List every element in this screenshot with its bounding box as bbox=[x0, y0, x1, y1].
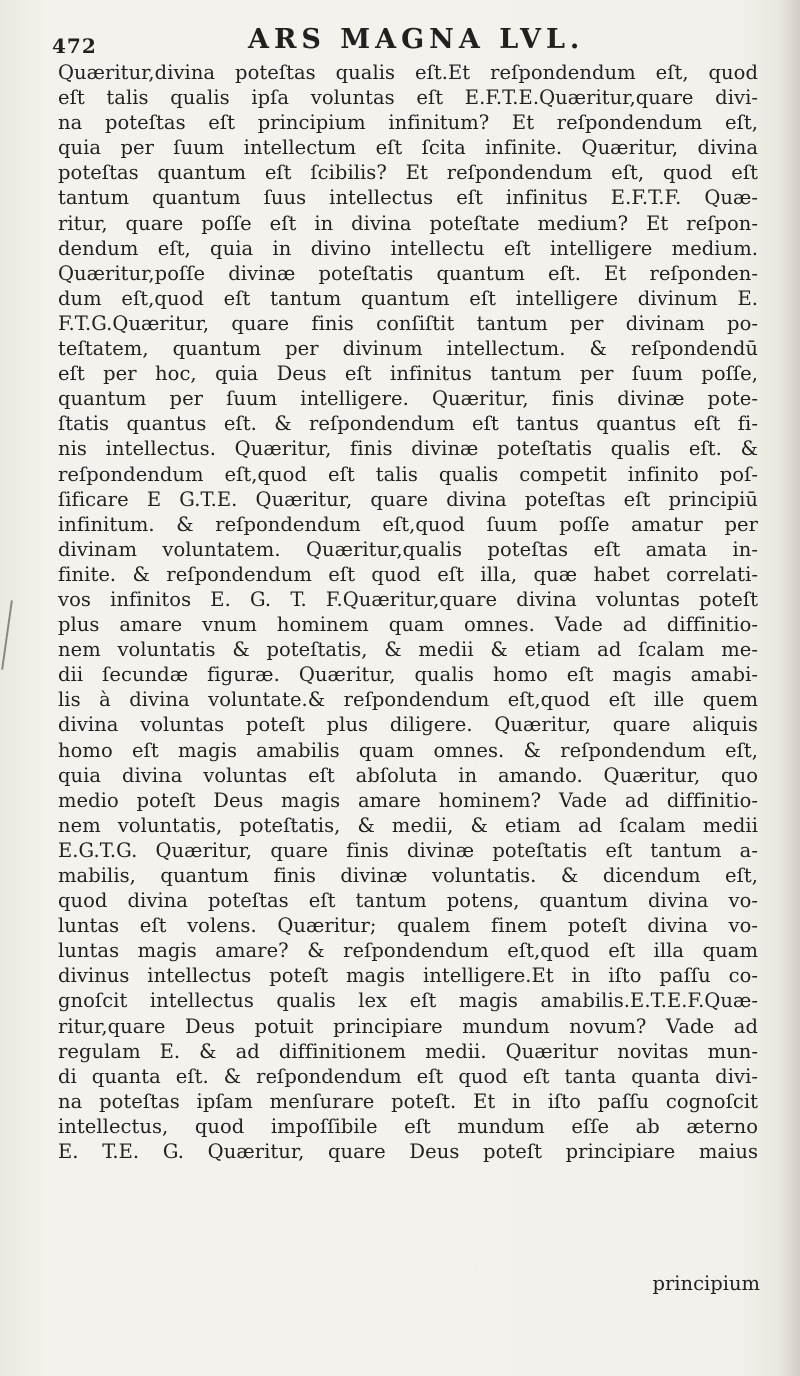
text-line: ſtatis quantus eſt. & reſpondendum eſt tantus quantus eſt fi- bbox=[58, 412, 758, 436]
text-line: Quæritur,poſſe divinæ poteſtatis quantum eſt. Et reſponden- bbox=[58, 261, 758, 285]
text-line: luntas magis amare? & reſpondendum eſt,quod eſt illa quam bbox=[58, 939, 758, 963]
text-line: gnoſcit intellectus qualis lex eſt magis amabilis.E.T.E.F.Quæ- bbox=[58, 989, 758, 1013]
text-line: vos infinitos E. G. T. F.Quæritur,quare divina voluntas poteſt bbox=[58, 587, 758, 611]
text-line: E.G.T.G. Quæritur, quare finis divinæ poteſtatis eſt tantum a- bbox=[58, 838, 758, 862]
text-line: nis intellectus. Quæritur, finis divinæ poteſtatis qualis eſt. & bbox=[58, 437, 758, 461]
text-line: intellectus, quod impoſſibile eſt mundum eſſe ab æterno bbox=[58, 1114, 758, 1138]
text-line: Quæritur,divina poteſtas qualis eſt.Et reſpondendum eſt, quod bbox=[58, 61, 758, 84]
page-gutter-shadow bbox=[778, 0, 800, 1376]
text-line: regulam E. & ad diffinitionem medii. Quæritur novitas mun- bbox=[58, 1039, 758, 1063]
text-line: na poteſtas ipſam menſurare poteſt. Et in iſto paſſu cognoſcit bbox=[58, 1089, 758, 1113]
page-header bbox=[52, 20, 752, 56]
text-line: eſt talis qualis ipſa voluntas eſt E.F.T.E.Quæritur,quare divi- bbox=[58, 86, 758, 110]
text-line: E. T.E. G. Quæritur, quare Deus poteſt principiare maius bbox=[58, 1140, 758, 1164]
text-line: luntas eſt volens. Quæritur; qualem finem poteſt divina vo- bbox=[58, 914, 758, 938]
text-line: mabilis, quantum finis divinæ voluntatis. & dicendum eſt, bbox=[58, 864, 758, 887]
text-line: quia per ſuum intellectum eſt ſcita infinite. Quæritur, divina bbox=[58, 136, 758, 160]
margin-ink-mark bbox=[1, 600, 13, 670]
text-line: dendum eſt, quia in divino intellectu eſt intelligere medium. bbox=[58, 236, 758, 260]
running-title: ARS MAGNA LVL. bbox=[248, 24, 585, 55]
text-line: dum eſt,quod eſt tantum quantum eſt intelligere divinum E. bbox=[58, 286, 758, 310]
text-line: dii ſecundæ figuræ. Quæritur, qualis homo eſt magis amabi- bbox=[58, 663, 758, 687]
text-line: divinus intellectus poteſt magis intelligere.Et in iſto paſſu co- bbox=[58, 964, 758, 988]
text-line: quantum per ſuum intelligere. Quæritur, finis divinæ pote- bbox=[58, 387, 758, 411]
text-line: homo eſt magis amabilis quam omnes. & reſpondendum eſt, bbox=[58, 738, 758, 762]
text-line: plus amare vnum hominem quam omnes. Vade ad diffinitio- bbox=[58, 613, 758, 637]
text-line: divinam voluntatem. Quæritur,qualis poteſtas eſt amata in- bbox=[58, 537, 758, 561]
text-line: F.T.G.Quæritur, quare finis conſiſtit tantum per divinam po- bbox=[58, 311, 758, 335]
text-line: ritur, quare poſſe eſt in divina poteſtate medium? Et reſpon- bbox=[58, 211, 758, 235]
text-line: di quanta eſt. & reſpondendum eſt quod eſt tanta quanta divi- bbox=[58, 1064, 758, 1088]
text-line: quia divina voluntas eſt abſoluta in amando. Quæritur, quo bbox=[58, 763, 758, 787]
text-line: reſpondendum eſt,quod eſt talis qualis competit infinito poſ- bbox=[58, 462, 758, 486]
text-line: ſificare E G.T.E. Quæritur, quare divina poteſtas eſt principiū bbox=[58, 487, 758, 511]
text-line: medio poteſt Deus magis amare hominem? Vade ad diffinitio- bbox=[58, 788, 758, 812]
text-line: teſtatem, quantum per divinum intellectum. & reſpondendū bbox=[58, 337, 758, 361]
text-line: eſt per hoc, quia Deus eſt infinitus tantum per ſuum poſſe, bbox=[58, 362, 758, 386]
text-line: poteſtas quantum eſt ſcibilis? Et reſpondendum eſt, quod eſt bbox=[58, 161, 758, 185]
text-line: infinitum. & reſpondendum eſt,quod ſuum poſſe amatur per bbox=[58, 512, 758, 536]
catchword: principium bbox=[652, 1272, 760, 1295]
page-number: 472 bbox=[52, 34, 97, 58]
text-line: lis à divina voluntate.& reſpondendum eſt,quod eſt ille quem bbox=[58, 688, 758, 712]
text-line: finite. & reſpondendum eſt quod eſt illa, quæ habet correlati- bbox=[58, 562, 758, 586]
text-line: nem voluntatis, poteſtatis, & medii, & etiam ad ſcalam medii bbox=[58, 813, 758, 837]
text-line: ritur,quare Deus potuit principiare mundum novum? Vade ad bbox=[58, 1014, 758, 1038]
text-line: quod divina poteſtas eſt tantum potens, quantum divina vo- bbox=[58, 889, 758, 913]
text-line: nem voluntatis & poteſtatis, & medii & etiam ad ſcalam me- bbox=[58, 638, 758, 662]
text-line: tantum quantum ſuus intellectus eſt infinitus E.F.T.F. Quæ- bbox=[58, 186, 758, 210]
text-line: na poteſtas eſt principium infinitum? Et reſpondendum eſt, bbox=[58, 111, 758, 135]
body-text bbox=[58, 60, 758, 1164]
text-line: divina voluntas poteſt plus diligere. Quæritur, quare aliquis bbox=[58, 713, 758, 737]
